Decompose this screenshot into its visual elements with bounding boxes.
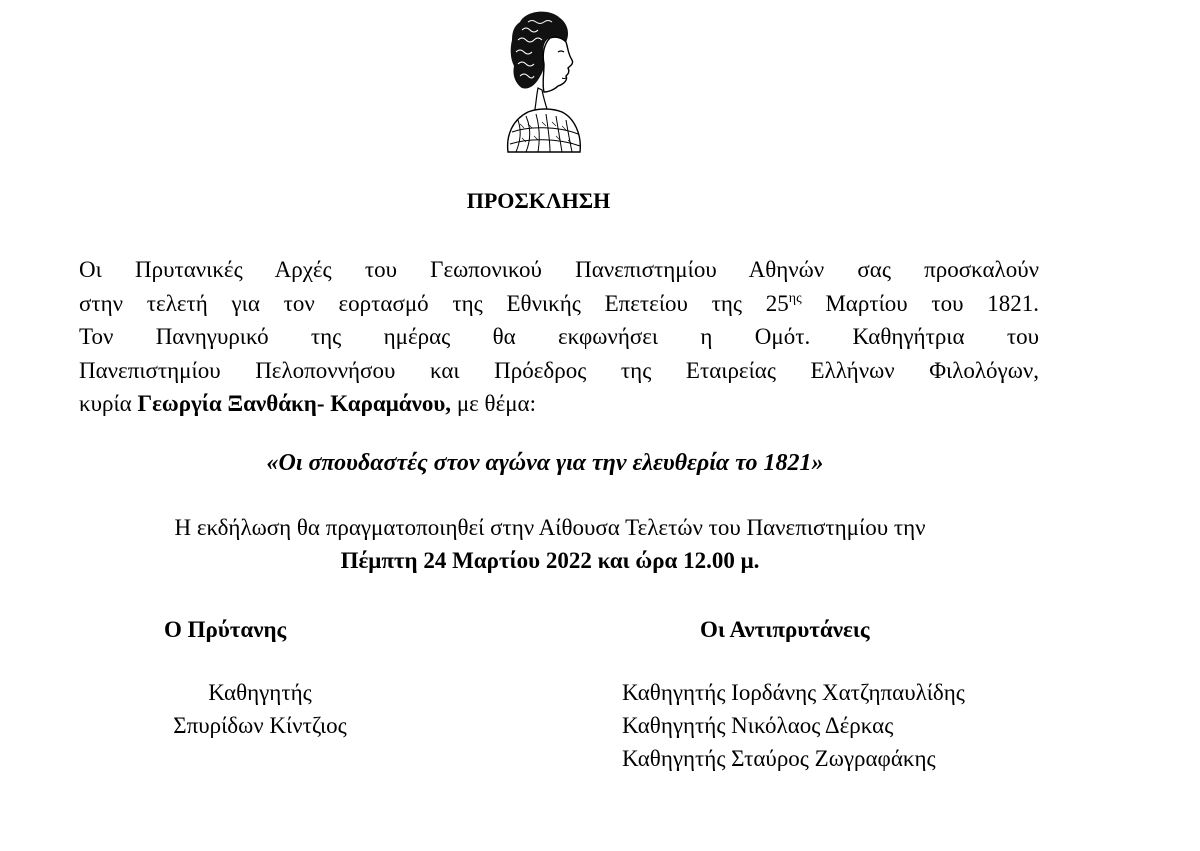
rector-signature (130, 676, 390, 742)
vice-rector-name: Καθηγητής Νικόλαος Δέρκας (622, 713, 894, 738)
paragraph-line: Τον Πανηγυρικό της ημέρας θα εκφωνήσει η Ομότ. Καθηγήτρια του (79, 324, 1039, 349)
university-logo (498, 8, 588, 153)
paragraph-line: Πανεπιστημίου Πελοποννήσου και Πρόεδρος της Εταιρείας Ελλήνων Φιλολόγων, (79, 357, 1039, 383)
rector-heading: Ο Πρύτανης (164, 617, 287, 642)
paragraph-line: Οι Πρυτανικές Αρχές του Γεωπονικού Πανεπιστημίου Αθηνών σας προσκαλούν (79, 257, 1039, 282)
vice-rectors-heading: Οι Αντιπρυτάνεις (700, 617, 870, 642)
invitation-paragraph (79, 253, 1039, 421)
speaker-name: Γεωργία Ξανθάκη- Καραμάνου, (137, 391, 452, 416)
event-location: Η εκδήλωση θα πραγματοποιηθεί στην Αίθουσα Τελετών του Πανεπιστημίου την (174, 515, 926, 540)
rector-title: Καθηγητής (208, 680, 312, 705)
athena-head-icon (498, 8, 588, 153)
vice-rector-name: Καθηγητής Σταύρος Ζωγραφάκης (622, 746, 936, 771)
rector-name: Σπυρίδων Κίντζιος (173, 713, 347, 738)
paragraph-line: στην τελετή για τον εορτασμό της Εθνικής Επετείου της $25^{\eta\varsigma}$ Μαρτίου του 1821. (79, 290, 1039, 316)
speech-subject: «Οι σπουδαστές στον αγώνα για την ελευθερία το 1821» (266, 450, 824, 476)
event-date: Πέμπτη 24 Μαρτίου 2022 και ώρα 12.00 μ. (340, 548, 760, 573)
vice-rectors-signature (622, 676, 965, 775)
vice-rector-name: Καθηγητής Ιορδάνης Χατζηπαυλίδης (622, 680, 965, 705)
ordinal-suffix: ης (788, 290, 802, 306)
page-title: ΠΡΟΣΚΛΗΣΗ (466, 188, 611, 213)
paragraph-line: κυρία Γεωργία Ξανθάκη- Καραμάνου, με θέμα: (79, 391, 536, 416)
